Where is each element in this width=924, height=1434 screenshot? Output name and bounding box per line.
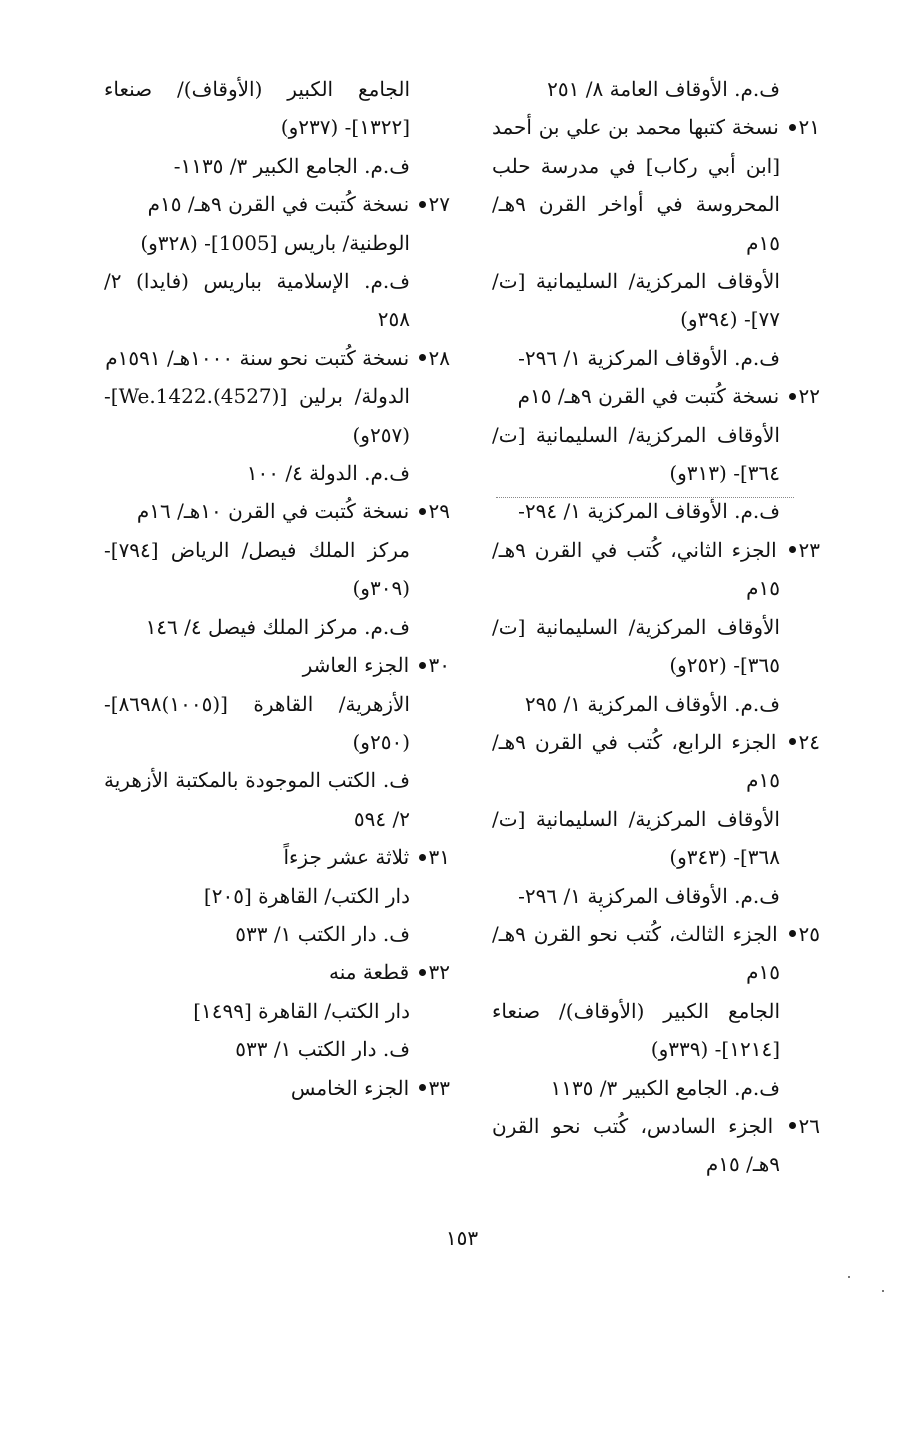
manuscript-entry: ٣٣ الجزء الخامس — [290, 1075, 450, 1100]
manuscript-entry: ٢٨ نسخة كُتبت نحو سنة ١٠٠٠هـ/ ١٥٩١م — [105, 345, 450, 370]
manuscript-entry: ٢٧ نسخة كُتبت في القرن ٩هـ/ ١٥م — [147, 192, 450, 217]
manuscript-entry: ٣٢ قطعة منه — [328, 960, 450, 985]
catalog-reference: ف.م. الأوقاف المركزية ١/ ٢٩٤- — [518, 499, 780, 524]
bullet-icon — [419, 508, 426, 515]
manuscript-entry: ٣٠ الجزء العاشر — [302, 653, 450, 678]
bullet-icon — [789, 738, 796, 745]
bullet-icon — [789, 124, 796, 131]
right-column — [492, 70, 820, 1184]
library-location: الوطنية/ باريس [1005]- (٣٢٨و) — [140, 230, 410, 255]
catalog-reference: ف. دار الكتب ١/ ٥٣٣ — [235, 1037, 410, 1062]
scan-speck — [600, 910, 602, 912]
bullet-icon — [789, 546, 796, 553]
library-location: الأوقاف المركزية/ السليمانية [ت/٣٦٨]- (٣٤٣و) — [492, 806, 780, 870]
scan-speck — [882, 1290, 884, 1292]
bullet-icon — [789, 1122, 796, 1129]
left-column — [104, 70, 450, 1107]
catalog-reference: ف. الكتب الموجودة بالمكتبة الأزهرية ٢/ ٥٩٤ — [104, 768, 410, 831]
library-location: دار الكتب/ القاهرة [١٤٩٩] — [193, 998, 410, 1023]
library-location: الأوقاف المركزية/ السليمانية [ت/٣٦٤]- (٣١٣و) — [492, 422, 780, 486]
manuscript-entry: ٢٤ الجزء الرابع، كُتب في القرن ٩هـ/ ١٥م — [492, 729, 820, 793]
manuscript-entry: ٢٦ الجزء السادس، كُتب نحو القرن ٩هـ/ ١٥م — [492, 1113, 821, 1177]
catalog-reference: ف.م. الجامع الكبير ٣/ ١١٣٥- — [173, 153, 410, 178]
library-location: الجامع الكبير (الأوقاف)/ صنعاء [١٢١٤]- (٣٣٩و) — [492, 998, 780, 1062]
bullet-icon — [419, 969, 426, 976]
catalog-reference: ف.م. الإسلامية بباريس (فايدا) ٢/ ٢٥٨ — [104, 269, 410, 332]
bullet-icon — [419, 854, 426, 861]
bullet-icon — [789, 393, 796, 400]
library-location: الجامع الكبير (الأوقاف)/ صنعاء [١٣٢٢]- (٢٣٧و) — [104, 77, 410, 140]
manuscript-entry: ٢٩ نسخة كُتبت في القرن ١٠هـ/ ١٦م — [136, 499, 450, 524]
catalog-reference: ف. دار الكتب ١/ ٥٣٣ — [235, 921, 410, 946]
bullet-icon — [789, 930, 796, 937]
manuscript-entry: ٢٥ الجزء الثالث، كُتب نحو القرن ٩هـ/ ١٥م — [492, 921, 820, 985]
catalog-reference: ف.م. الأوقاف العامة ٨/ ٢٥١ — [547, 77, 780, 101]
catalog-reference: ف.م. الأوقاف المركزية ١/ ٢٩٦- — [518, 345, 780, 370]
catalog-reference: ف.م. الجامع الكبير ٣/ ١١٣٥ — [550, 1075, 780, 1100]
page-number: ١٥٣ — [445, 1226, 479, 1250]
catalog-reference: ف.م. مركز الملك فيصل ٤/ ١٤٦ — [145, 614, 410, 639]
scan-speck — [848, 1276, 850, 1278]
catalog-reference: ف.م. الأوقاف المركزية ١/ ٢٩٥ — [524, 691, 780, 716]
manuscript-entry: ٣١ ثلاثة عشر جزءاً — [283, 845, 450, 870]
library-location: دار الكتب/ القاهرة [٢٠٥] — [203, 883, 410, 908]
library-location: مركز الملك فيصل/ الرياض [٧٩٤]- (٣٠٩و) — [104, 537, 410, 601]
catalog-reference: ف.م. الأوقاف المركزية ١/ ٢٩٦- — [518, 883, 780, 908]
library-location: الأوقاف المركزية/ السليمانية [ت/٧٧]- (٣٩٤و) — [492, 269, 780, 332]
manuscript-entry: ٢٢ نسخة كُتبت في القرن ٩هـ/ ١٥م — [517, 384, 820, 409]
catalog-reference: ف.م. الدولة ٤/ ١٠٠ — [246, 461, 410, 486]
library-location: الأوقاف المركزية/ السليمانية [ت/٣٦٥]- (٢٥٢و) — [492, 614, 780, 678]
bullet-icon — [419, 354, 426, 361]
library-location: الدولة/ برلين [We.1422.(4527)]- (٢٥٧و) — [104, 384, 410, 447]
scan-artifact-line — [496, 497, 794, 498]
manuscript-entry: ٢١ نسخة كتبها محمد بن علي بن أحمد [ابن أبي ركاب] في مدرسة حلب المحروسة في أواخر القرن ٩هـ/ ١٥م — [492, 115, 821, 255]
bullet-icon — [419, 662, 426, 669]
library-location: الأزهرية/ القاهرة [(١٠٠٥)٨٦٩٨]- (٢٥٠و) — [104, 691, 410, 754]
bullet-icon — [419, 201, 426, 208]
bullet-icon — [419, 1084, 426, 1091]
manuscript-entry: ٢٣ الجزء الثاني، كُتب في القرن ٩هـ/ ١٥م — [492, 537, 820, 601]
